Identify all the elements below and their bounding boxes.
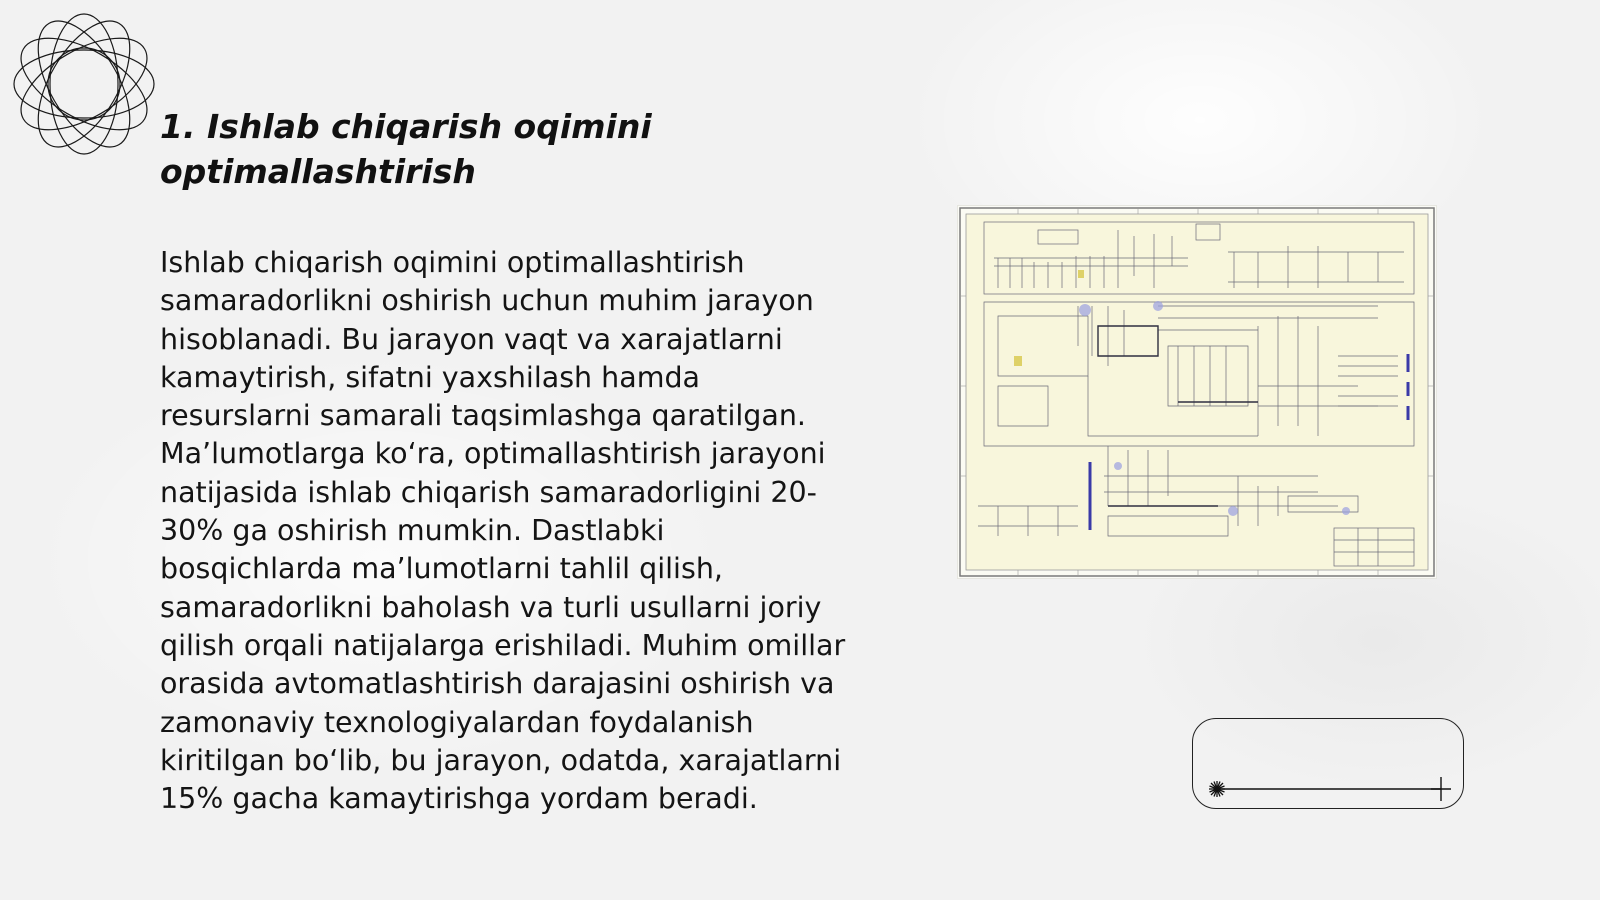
circuit-schematic-icon [958, 206, 1436, 578]
circuit-schematic-image [958, 206, 1436, 578]
starburst-line-icon [1193, 719, 1465, 810]
decorative-pill-frame [1192, 718, 1464, 809]
slide-title: 1. Ishlab chiqarish oqimini optimallashtirish [160, 107, 652, 191]
slide-body-text: Ishlab chiqarish oqimini optimallashtirish samaradorlikni oshirish uchun muhim jarayon hisoblanadi. Bu jarayon vaqt va xarajatlarni kamaytirish, sifatni yaxshilash hamda resurslarni samarali taqsimlashga qaratilgan. Ma’lumotlarga ko‘ra, optimallashtirish jarayoni natijasida ishlab chiqarish samaradorligini 20-30% ga oshirish mumkin. Dastlabki bosqichlarda ma’lumotlarni tahlil qilish, samaradorlikni baholash va turli usullarni joriy qilish orqali natijalarga erishiladi. Muhim omillar orasida avtomatlashtirish darajasini oshirish va zamonaviy texnologiyalardan foydalanish kiritilgan bo‘lib, bu jarayon, odatda, xarajatlarni 15% gacha kamaytirishga yordam beradi. [160, 246, 846, 816]
spirograph-ornament-icon [8, 8, 160, 160]
